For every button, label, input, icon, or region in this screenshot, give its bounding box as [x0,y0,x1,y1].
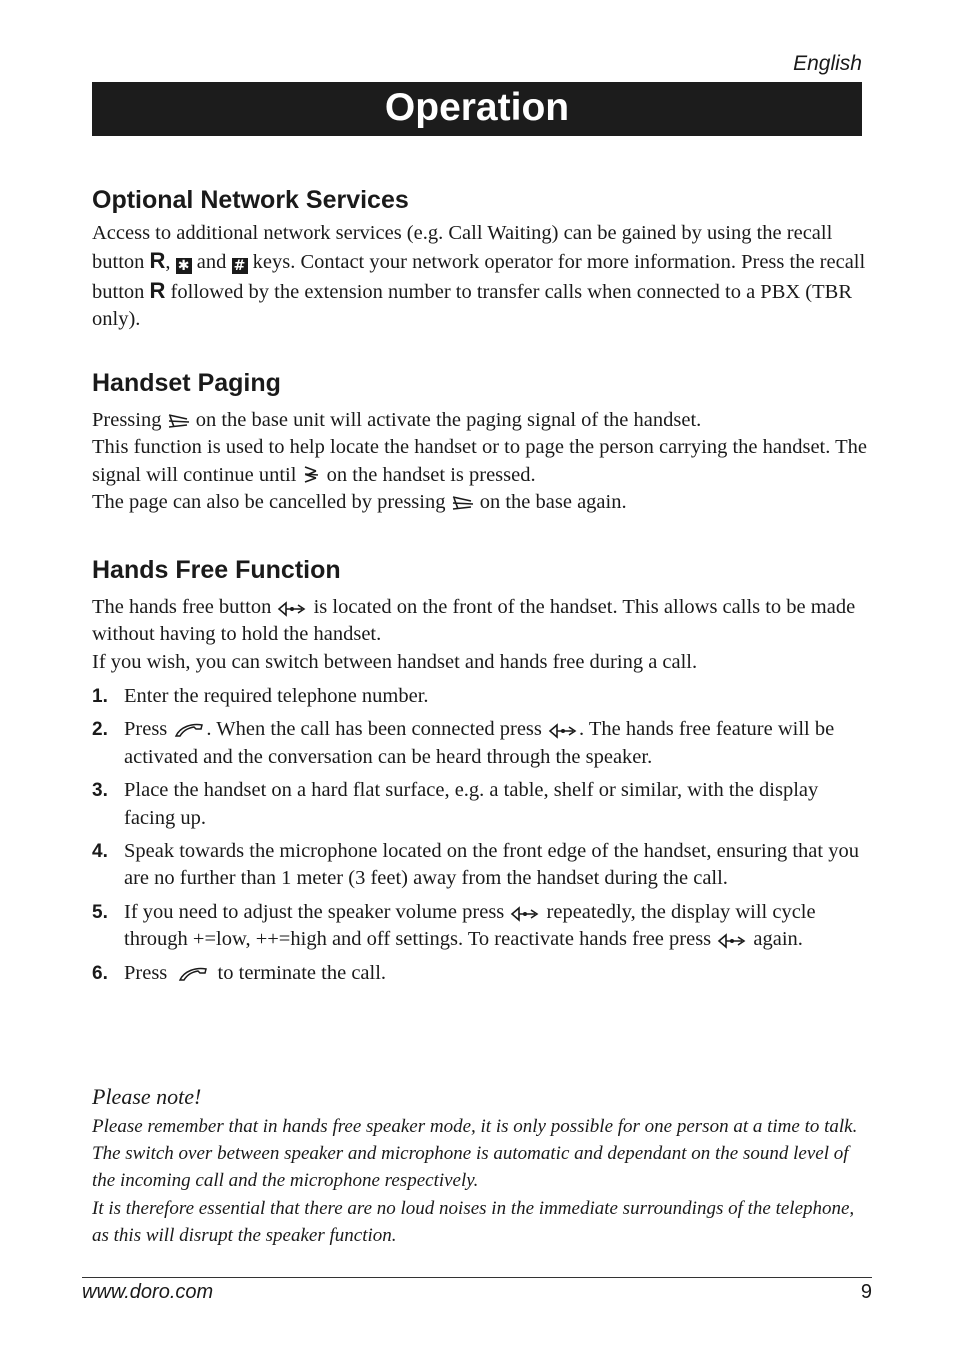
paging-icon [451,494,475,512]
network-services-heading: Optional Network Services [92,186,409,214]
handsfree-icon [276,601,308,617]
recall-key-icon: R [149,277,166,303]
list-item: 6. Press to terminate the call. [92,961,387,984]
footer-url: www.doro.com [82,1281,214,1303]
list-item: 2. Press . When the call has been connected press . The hands free feature will be activated and the conversation can be heard through the speaker. [92,718,835,768]
hands-free-steps [92,683,872,993]
handsfree-icon [509,906,541,922]
page-title: Operation [384,86,570,129]
recall-key-icon: R [149,248,166,274]
network-services-text: Access to additional network services (e.g. Call Waiting) can be gained by using the recall button R, ✱ and # keys. Contact your network operator for more information. Press the recall button R followed by the extension number to transfer calls when connected to a PBX (TBR only). [92,222,866,331]
note-heading: Please note! [92,1084,202,1109]
star-key-icon: ✱ [176,258,192,274]
note-body: Please remember that in hands free speaker mode, it is only possible for one person at a time to talk. The switch over between speaker and microphone is automatic and dependant on the sound level of the incoming call and the microphone respectively. It is therefore essential that there are no loud noises in the immediate surroundings of the telephone, as this will disrupt the speaker function. [92,1116,858,1246]
handsfree-icon [716,933,748,949]
list-item: 3. Place the handset on a hard flat surface, e.g. a table, shelf or similar, with the display facing up. [92,779,819,829]
paging-icon [167,412,191,430]
page-number: 9 [860,1281,872,1303]
hands-free-intro: The hands free button is located on the front of the handset. This allows calls to be made without having to hold the handset. If you wish, you can switch between handset and hands free during a call. [92,596,856,673]
handsfree-icon [547,723,579,739]
hands-free-heading: Hands Free Function [92,556,341,584]
title-banner [92,82,862,136]
language-label: English [793,52,862,75]
list-item: 1. Enter the required telephone number. [92,685,429,707]
handset-paging-text: Pressing on the base unit will activate the paging signal of the handset. This function is used to help locate the handset or to page the person carrying the handset. The signal will continue until on the handset is pressed. The page can also be cancelled by pressing on the base again. [92,409,867,514]
handset-paging-heading: Handset Paging [92,369,281,397]
phone-icon [172,965,212,983]
list-item: 4. Speak towards the microphone located on the front edge of the handset, ensuring that you are no further than 1 meter (3 feet) away from the handset during the call. [92,840,859,890]
list-item: 5. If you need to adjust the speaker volume press repeatedly, the display will cycle through +=low, ++=high and off settings. To reactivate hands free press again. [92,900,816,951]
phone-icon [172,721,206,739]
footer-divider [82,1277,872,1278]
hash-key-icon: # [232,258,248,274]
paging-icon [302,465,322,485]
